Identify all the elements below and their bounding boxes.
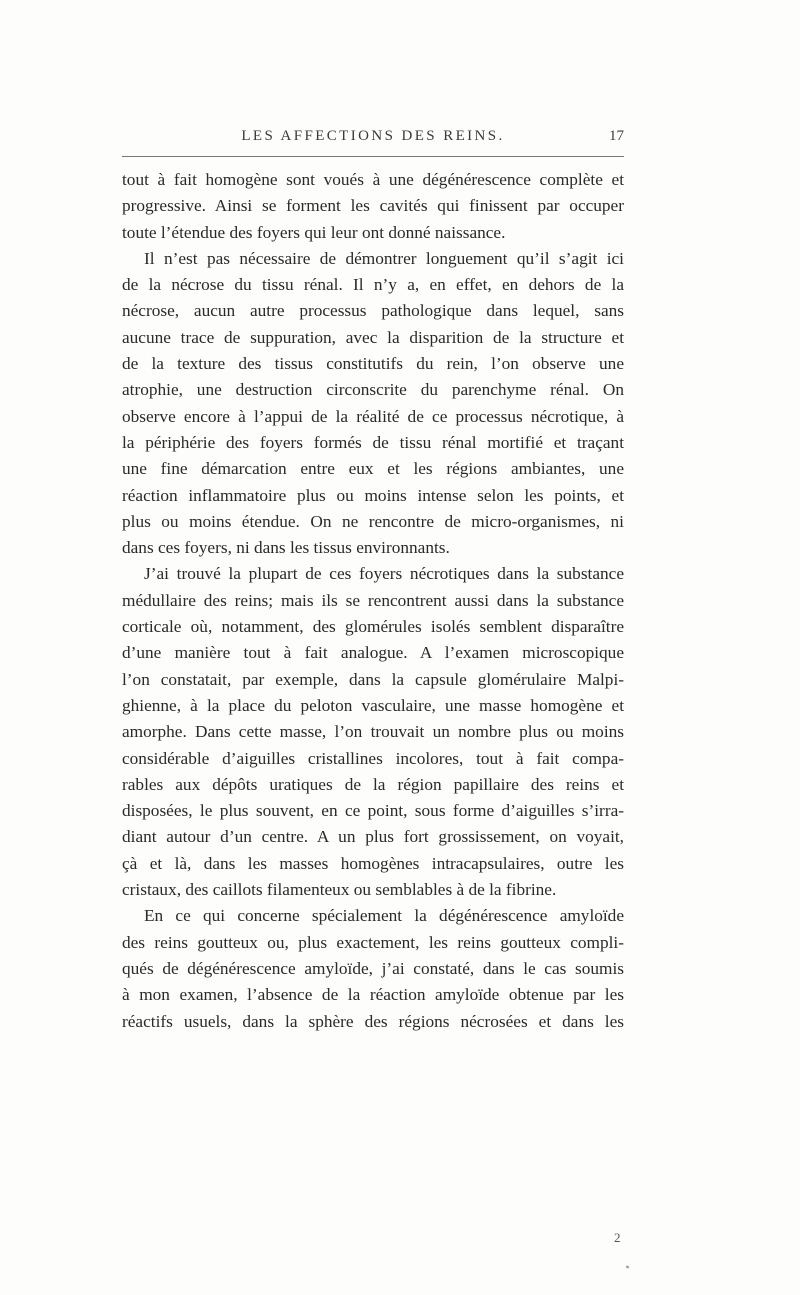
paragraph-start-line: En ce qui concerne spécialement la dégénérescence amyloïde bbox=[144, 906, 624, 926]
text-line: à mon examen, l’absence de la réaction amyloïde obtenue par les bbox=[122, 985, 624, 1005]
text-line: plus ou moins étendue. On ne rencontre de micro-organismes, ni bbox=[122, 511, 624, 531]
text-line: corticale où, notamment, des glomérules isolés semblent disparaître bbox=[122, 617, 624, 637]
text-line: de la nécrose du tissu rénal. Il n’y a, en effet, en dehors de la bbox=[122, 275, 624, 295]
running-title: LES AFFECTIONS DES REINS. bbox=[241, 128, 505, 144]
page-number: 17 bbox=[609, 128, 624, 144]
text-line: amorphe. Dans cette masse, l’on trouvait un nombre plus ou moins bbox=[122, 722, 624, 742]
text-line: aucune trace de suppuration, avec la disparition de la structure et bbox=[122, 327, 624, 347]
text-line: disposées, le plus souvent, en ce point, sous forme d’aiguilles s’irra- bbox=[122, 801, 624, 821]
text-line: qués de dégénérescence amyloïde, j’ai constaté, dans le cas soumis bbox=[122, 958, 624, 978]
text-line: l’on constatait, par exemple, dans la capsule glomérulaire Malpi- bbox=[122, 669, 624, 689]
text-line: la périphérie des foyers formés de tissu rénal mortifié et traçant bbox=[122, 432, 624, 452]
text-line: réactifs usuels, dans la sphère des régions nécrosées et dans les bbox=[122, 1011, 624, 1031]
text-line: toute l’étendue des foyers qui leur ont donné naissance. bbox=[122, 222, 506, 242]
body-text bbox=[122, 167, 624, 1035]
text-line: observe encore à l’appui de la réalité de ce processus nécrotique, à bbox=[122, 406, 624, 426]
paper-speck bbox=[626, 1265, 630, 1268]
running-head bbox=[122, 128, 624, 150]
text-line: dans ces foyers, ni dans les tissus environnants. bbox=[122, 538, 450, 558]
text-line: tout à fait homogène sont voués à une dégénérescence complète et bbox=[122, 170, 624, 189]
text-line: une fine démarcation entre eux et les régions ambiantes, une bbox=[122, 459, 624, 479]
text-line: cristaux, des caillots filamenteux ou semblables à de la fibrine. bbox=[122, 880, 557, 900]
text-line: nécrose, aucun autre processus pathologique dans lequel, sans bbox=[122, 301, 624, 321]
paragraph-start-line: J’ai trouvé la plupart de ces foyers nécrotiques dans la substance bbox=[144, 564, 624, 584]
text-line: considérable d’aiguilles cristallines incolores, tout à fait compa- bbox=[122, 748, 624, 768]
text-line: rables aux dépôts uratiques de la région papillaire des reins et bbox=[122, 774, 624, 794]
text-line: ghienne, à la place du peloton vasculaire, une masse homogène et bbox=[122, 695, 624, 715]
signature-mark: 2 bbox=[614, 1230, 621, 1245]
text-line: diant autour d’un centre. A un plus fort grossissement, on voyait, bbox=[122, 827, 624, 847]
text-line: çà et là, dans les masses homogènes intracapsulaires, outre les bbox=[122, 853, 624, 873]
text-line: réaction inflammatoire plus ou moins intense selon les points, et bbox=[122, 485, 624, 505]
text-line: de la texture des tissus constitutifs du rein, l’on observe une bbox=[122, 354, 624, 374]
header-rule bbox=[122, 156, 624, 157]
text-line: médullaire des reins; mais ils se rencontrent aussi dans la substance bbox=[122, 590, 624, 610]
text-line: atrophie, une destruction circonscrite du parenchyme rénal. On bbox=[122, 380, 624, 400]
text-line: progressive. Ainsi se forment les cavités qui finissent par occuper bbox=[122, 196, 624, 216]
text-line: des reins goutteux ou, plus exactement, les reins goutteux compli- bbox=[122, 932, 624, 952]
text-line: d’une manière tout à fait analogue. A l’examen microscopique bbox=[122, 643, 624, 663]
paragraph-start-line: Il n’est pas nécessaire de démontrer longuement qu’il s’agit ici bbox=[144, 248, 624, 268]
